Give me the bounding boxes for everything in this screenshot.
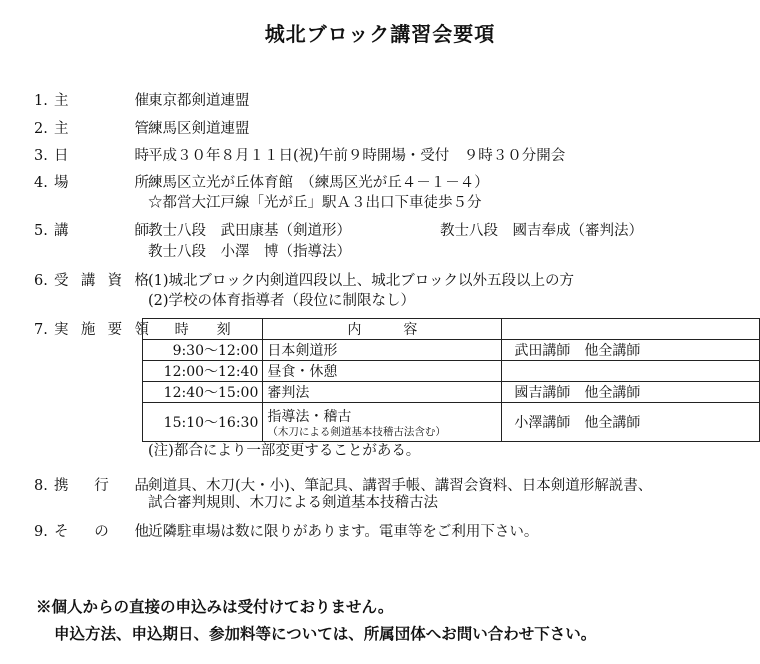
header-content: 内 容: [263, 319, 502, 340]
item-number: 4.: [34, 175, 48, 191]
item-label: 講 師: [54, 223, 149, 239]
item-value: 教士八段 武田康基（剣道形）: [148, 223, 351, 239]
schedule-table: [142, 318, 760, 442]
row-time: 12:00～12:40: [143, 361, 263, 382]
item-label: 主 催: [54, 93, 149, 109]
item-label: 受 講 資 格: [54, 273, 149, 289]
notice-line-2: 申込方法、申込期日、参加料等については、所属団体へお問い合わせ下さい。: [54, 624, 597, 643]
item-number: 2.: [34, 121, 48, 137]
item-number: 3.: [34, 148, 48, 164]
venue-access: ☆都営大江戸線「光が丘」駅Ａ３出口下車徒歩５分: [148, 195, 482, 211]
row-time: 9:30～12:00: [143, 340, 263, 361]
item-value: 平成３０年８月１１日(祝)午前９時開場・受付 ９時３０分開会: [148, 148, 566, 164]
row-time: 12:40～15:00: [143, 382, 263, 403]
item-number: 7.: [34, 322, 48, 338]
item-label: そ の 他: [54, 524, 149, 540]
row-instructor: 武田講師 他全講師: [502, 340, 760, 361]
item-label: 日 時: [54, 148, 149, 164]
table-row: [143, 340, 760, 361]
eligibility-2: (2)学校の体育指導者（段位に制限なし）: [148, 293, 416, 309]
item-value: 近隣駐車場は数に限りがあります。電車等をご利用下さい。: [148, 524, 539, 540]
item-label: 主 管: [54, 121, 149, 137]
item-value: 東京都剣道連盟: [148, 93, 250, 109]
row-instructor: 小澤講師 他全講師: [502, 403, 760, 442]
item-number: 6.: [34, 273, 48, 289]
page-title: 城北ブロック講習会要項: [264, 22, 496, 46]
item-value: 剣道具、木刀(大・小)、筆記具、講習手帳、講習会資料、日本剣道形解説書、: [148, 478, 653, 494]
row-instructor: [502, 361, 760, 382]
item-value: 練馬区立光が丘体育館 （練馬区光が丘４－１－４）: [148, 175, 489, 191]
header-time: 時 刻: [143, 319, 263, 340]
item-number: 9.: [34, 524, 48, 540]
table-header: [143, 319, 760, 340]
schedule-note: (注)都合により一部変更することがある。: [148, 443, 421, 459]
item-number: 1.: [34, 93, 48, 109]
item-value: (1)城北ブロック内剣道四段以上、城北ブロック以外五段以上の方: [148, 273, 574, 289]
row-time: 15:10～16:30: [143, 403, 263, 442]
table-row: [143, 361, 760, 382]
row-content: [263, 403, 502, 442]
table-row: [143, 382, 760, 403]
item-label: 携 行 品: [54, 478, 149, 494]
row-content: 昼食・休憩: [263, 361, 502, 382]
instructor-ozawa: 教士八段 小澤 博（指導法）: [148, 244, 351, 260]
header-instructor: [502, 319, 760, 340]
row-content: 日本剣道形: [263, 340, 502, 361]
item-label: 場 所: [54, 175, 149, 191]
belongings-2: 試合審判規則、木刀による剣道基本技稽古法: [148, 495, 438, 511]
item-number: 8.: [34, 478, 48, 494]
row-instructor: 國吉講師 他全講師: [502, 382, 760, 403]
row-content-note: （木刀による剣道基本技稽古法含む）: [267, 425, 446, 438]
notice-line-1: ※個人からの直接の申込みは受付けておりません。: [36, 597, 394, 616]
item-number: 5.: [34, 223, 48, 239]
row-content-main: 指導法・稽古: [267, 408, 352, 425]
instructor-kuniyoshi: 教士八段 國吉奉成（審判法）: [440, 223, 643, 239]
item-label: 実 施 要 領: [54, 322, 149, 338]
row-content: 審判法: [263, 382, 502, 403]
item-value: 練馬区剣道連盟: [148, 121, 250, 137]
table-row: [143, 403, 760, 442]
